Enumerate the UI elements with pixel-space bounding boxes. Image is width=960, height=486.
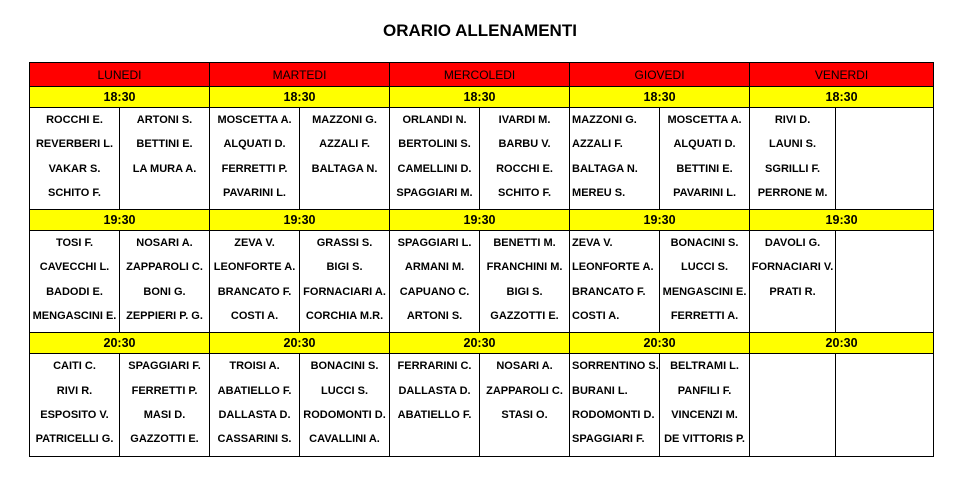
athlete-name: CAITI C. [53, 360, 96, 373]
athlete-name: GAZZOTTI E. [130, 433, 199, 446]
athlete-name: LA MURA A. [132, 162, 197, 175]
athlete-name: ARTONI S. [136, 114, 193, 126]
name-cell [480, 354, 570, 456]
athlete-name: DAVOLI G. [764, 237, 821, 250]
athlete-name: AZZALI F. [319, 138, 370, 151]
name-cell [120, 354, 210, 456]
name-cell [570, 354, 660, 456]
athlete-name: PANFILI F. [677, 384, 732, 397]
day-header-venerdi: VENERDI [750, 63, 934, 87]
time-slot-label: 18:30 [390, 87, 570, 108]
time-slot-label: 18:30 [30, 87, 210, 108]
day-header-row [30, 63, 934, 87]
athlete-name: SPAGGIARI F. [128, 360, 201, 373]
athlete-name: ORLANDI N. [402, 114, 467, 126]
athlete-name: STASI O. [501, 408, 548, 421]
athlete-name: BRANCATO F. [572, 285, 646, 298]
athlete-name: BENETTI M. [493, 237, 556, 250]
athlete-name: ZAPPAROLI C. [486, 384, 563, 397]
athlete-name: BETTINI E. [676, 162, 733, 175]
athlete-name: MAZZONI G. [312, 114, 377, 126]
athlete-name: ROCCHI E. [496, 162, 553, 175]
name-cell [750, 354, 836, 456]
name-cell [480, 231, 570, 333]
name-cell [210, 108, 300, 210]
athlete-name: SCHITO F. [48, 186, 101, 199]
time-slot-label: 20:30 [30, 333, 210, 354]
time-slot-label: 20:30 [390, 333, 570, 354]
athlete-name: FORNACIARI A. [303, 285, 386, 298]
athlete-name: ABATIELLO F. [397, 408, 472, 421]
athlete-name: ZEVA V. [234, 237, 275, 250]
athlete-name: TOSI F. [55, 237, 94, 250]
athlete-name: ALQUATI D. [673, 138, 736, 151]
athlete-name: LUCCI S. [320, 384, 369, 397]
time-row [30, 210, 934, 231]
athlete-name: CAMELLINI D. [397, 162, 472, 175]
athlete-name: BARBU V. [498, 138, 551, 151]
athlete-name: CORCHIA M.R. [305, 310, 384, 323]
name-cell [120, 231, 210, 333]
day-header-martedi: MARTEDI [210, 63, 390, 87]
athlete-name: PATRICELLI G. [35, 433, 114, 446]
time-slot-label: 19:30 [750, 210, 934, 231]
athlete-name: BERTOLINI S. [398, 138, 471, 151]
athlete-name: MENGASCINI E. [32, 310, 117, 323]
athlete-name: BADODI E. [46, 285, 103, 298]
name-cell [750, 108, 836, 210]
athlete-name: DALLASTA D. [398, 384, 471, 397]
athlete-name: IVARDI M. [498, 114, 551, 126]
athlete-name: VINCENZI M. [671, 408, 738, 421]
day-header-giovedi: GIOVEDI [570, 63, 750, 87]
athlete-name: GAZZOTTI E. [490, 310, 559, 323]
name-cell [390, 231, 480, 333]
athlete-name: MENGASCINI E. [662, 285, 747, 298]
time-slot-label: 18:30 [210, 87, 390, 108]
name-cell [300, 108, 390, 210]
athlete-name: RIVI D. [774, 114, 811, 126]
athlete-name: FORNACIARI V. [751, 261, 834, 274]
athlete-name: COSTI A. [230, 310, 279, 323]
athlete-name: DALLASTA D. [218, 408, 291, 421]
time-slot-label: 20:30 [210, 333, 390, 354]
athlete-name: BRANCATO F. [217, 285, 292, 298]
athlete-name: MEREU S. [572, 186, 626, 199]
athlete-name: RODOMONTI D. [303, 408, 386, 421]
athlete-name: SORRENTINO S. [572, 360, 659, 373]
schedule-table [29, 62, 934, 457]
athlete-name: FERRETTI A. [670, 310, 739, 323]
page-title: ORARIO ALLENAMENTI [383, 21, 577, 40]
athlete-name: MAZZONI G. [572, 114, 637, 126]
time-slot-label: 18:30 [750, 87, 934, 108]
name-cell [836, 108, 934, 210]
day-header-lunedi: LUNEDI [30, 63, 210, 87]
athlete-name: PERRONE M. [757, 186, 828, 199]
name-cell [390, 108, 480, 210]
athlete-name: SGRILLI F. [765, 162, 821, 175]
athlete-name: ARMANI M. [404, 261, 465, 274]
athlete-name: BIGI S. [506, 285, 543, 298]
athlete-name: BONACINI S. [310, 360, 379, 373]
names-row [30, 108, 934, 210]
athlete-name: DE VITTORIS P. [664, 433, 745, 446]
athlete-name: LAUNI S. [769, 138, 817, 151]
athlete-name: BALTAGA N. [311, 162, 378, 175]
athlete-name: CAPUANO C. [399, 285, 470, 298]
name-cell [660, 354, 750, 456]
name-cell [300, 354, 390, 456]
athlete-name: MOSCETTA A. [667, 114, 742, 126]
athlete-name: BONACINI S. [670, 237, 739, 250]
name-cell [30, 231, 120, 333]
names-row [30, 354, 934, 456]
athlete-name: GRASSI S. [316, 237, 373, 250]
time-slot-label: 20:30 [570, 333, 750, 354]
athlete-name: SCHITO F. [498, 186, 552, 199]
time-slot-label: 18:30 [570, 87, 750, 108]
name-cell [120, 108, 210, 210]
athlete-name: PAVARINI L. [223, 186, 286, 199]
name-cell [660, 231, 750, 333]
time-row [30, 333, 934, 354]
athlete-name: VAKAR S. [48, 162, 101, 175]
athlete-name: PRATI R. [769, 285, 816, 298]
athlete-name: REVERBERI L. [35, 138, 113, 151]
athlete-name: MASI D. [143, 408, 186, 421]
athlete-name: FERRETTI P. [221, 162, 288, 175]
athlete-name: ABATIELLO F. [217, 384, 292, 397]
name-cell [30, 108, 120, 210]
athlete-name: RIVI R. [56, 384, 93, 397]
athlete-name: COSTI A. [572, 310, 620, 323]
athlete-name: TROISI A. [229, 360, 280, 373]
athlete-name: LEONFORTE A. [213, 261, 296, 274]
name-cell [390, 354, 480, 456]
athlete-name: BONI G. [143, 285, 186, 298]
athlete-name: ZEPPIERI P. G. [126, 310, 203, 323]
name-cell [570, 108, 660, 210]
time-row [30, 87, 934, 108]
athlete-name: NOSARI A. [136, 237, 193, 250]
name-cell [210, 231, 300, 333]
athlete-name: CAVALLINI A. [309, 433, 380, 446]
athlete-name: ZAPPAROLI C. [126, 261, 203, 274]
athlete-name: NOSARI A. [496, 360, 553, 373]
athlete-name: BETTINI E. [136, 138, 193, 151]
athlete-name: FRANCHINI M. [486, 261, 563, 274]
name-cell [660, 108, 750, 210]
athlete-name: BIGI S. [326, 261, 363, 274]
names-row [30, 231, 934, 333]
athlete-name: CASSARINI S. [217, 433, 292, 446]
athlete-name: BURANI L. [572, 384, 628, 397]
time-slot-label: 20:30 [750, 333, 934, 354]
time-slot-label: 19:30 [30, 210, 210, 231]
time-slot-label: 19:30 [210, 210, 390, 231]
name-cell [30, 354, 120, 456]
athlete-name: CAVECCHI L. [39, 261, 110, 274]
day-header-mercoledi: MERCOLEDI [390, 63, 570, 87]
athlete-name: LEONFORTE A. [572, 261, 654, 274]
name-cell [300, 231, 390, 333]
athlete-name: FERRARINI C. [397, 360, 472, 373]
name-cell [210, 354, 300, 456]
athlete-name: MOSCETTA A. [217, 114, 292, 126]
athlete-name: RODOMONTI D. [572, 408, 655, 421]
name-cell [480, 108, 570, 210]
name-cell [750, 231, 836, 333]
athlete-name: BALTAGA N. [572, 162, 638, 175]
name-cell [836, 354, 934, 456]
athlete-name: AZZALI F. [572, 138, 623, 151]
athlete-name: SPAGGIARI L. [397, 237, 472, 250]
athlete-name: SPAGGIARI M. [396, 186, 473, 199]
athlete-name: BELTRAMI L. [670, 360, 739, 373]
athlete-name: FERRETTI P. [131, 384, 198, 397]
time-slot-label: 19:30 [390, 210, 570, 231]
athlete-name: LUCCI S. [681, 261, 729, 274]
athlete-name: PAVARINI L. [673, 186, 737, 199]
time-slot-label: 19:30 [570, 210, 750, 231]
athlete-name: ALQUATI D. [223, 138, 286, 151]
name-cell [570, 231, 660, 333]
athlete-name: ROCCHI E. [46, 114, 103, 126]
athlete-name: ZEVA V. [572, 237, 613, 250]
name-cell [836, 231, 934, 333]
athlete-name: SPAGGIARI F. [572, 433, 645, 446]
athlete-name: ARTONI S. [406, 310, 463, 323]
athlete-name: ESPOSITO V. [40, 408, 109, 421]
